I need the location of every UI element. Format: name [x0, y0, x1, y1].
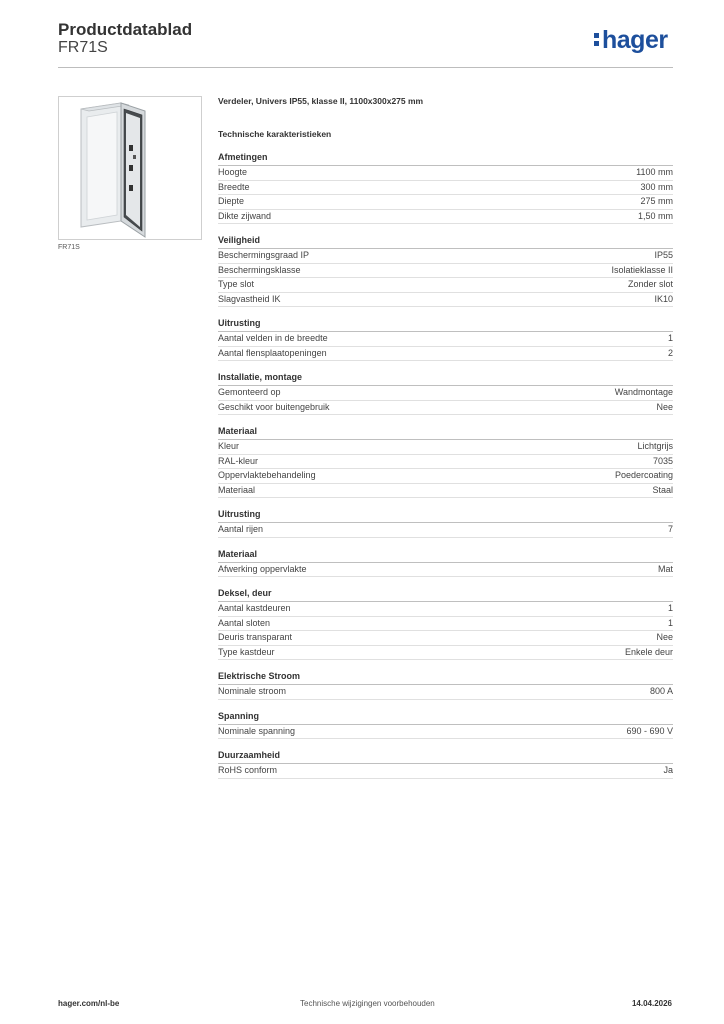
- spec-row: [218, 646, 673, 661]
- spec-row: [218, 523, 673, 538]
- spec-sections: [218, 151, 673, 779]
- spec-value: 690 - 690 V: [626, 725, 673, 736]
- spec-label: RAL-kleur: [218, 455, 259, 466]
- spec-label: Deuris transparant: [218, 632, 293, 642]
- spec-row: [218, 455, 673, 470]
- spec-value: 1100 mm: [636, 167, 673, 177]
- footer-disclaimer: Technische wijzigingen voorbehouden: [300, 999, 435, 1008]
- spec-value: Nee: [656, 632, 673, 642]
- spec-label: Slagvastheid IK: [218, 293, 281, 304]
- spec-row: [218, 725, 673, 740]
- spec-label: Aantal sloten: [218, 617, 271, 628]
- spec-value: 1: [667, 617, 673, 628]
- spec-label: Aantal flensplaatopeningen: [218, 347, 327, 358]
- spec-section: [218, 425, 673, 498]
- spec-value: Staal: [652, 484, 673, 495]
- spec-label: Dikte zijwand: [218, 210, 272, 221]
- spec-section: [218, 587, 673, 660]
- spec-label: Hoogte: [218, 167, 248, 177]
- spec-label: Gemonteerd op: [218, 387, 281, 397]
- product-image: [58, 96, 202, 240]
- spec-row: [218, 166, 673, 181]
- spec-label: Type kastdeur: [218, 646, 275, 657]
- section-title: Spanning: [218, 710, 673, 725]
- spec-value: Lichtgrijs: [637, 441, 673, 451]
- spec-value: 275 mm: [640, 196, 673, 206]
- spec-row: [218, 764, 673, 779]
- spec-row: [218, 347, 673, 362]
- spec-section: [218, 548, 673, 578]
- spec-value: 7035: [652, 455, 673, 466]
- section-title: Uitrusting: [218, 317, 673, 332]
- tech-heading: Technische karakteristieken: [218, 129, 332, 139]
- section-title: Duurzaamheid: [218, 749, 673, 764]
- spec-row: [218, 617, 673, 632]
- spec-value: 1: [667, 333, 673, 343]
- spec-section: [218, 371, 673, 415]
- spec-row: [218, 602, 673, 617]
- spec-label: Beschermingsklasse: [218, 264, 301, 275]
- spec-row: [218, 401, 673, 416]
- spec-value: Poedercoating: [614, 470, 673, 480]
- spec-value: 2: [667, 347, 673, 358]
- spec-value: Ja: [663, 765, 673, 775]
- spec-section: [218, 508, 673, 538]
- spec-label: Breedte: [218, 181, 250, 192]
- spec-value: Nee: [656, 401, 673, 412]
- spec-row: [218, 440, 673, 455]
- spec-value: 7: [667, 524, 673, 534]
- spec-row: [218, 332, 673, 347]
- spec-label: Nominale stroom: [218, 686, 287, 696]
- spec-row: [218, 181, 673, 196]
- product-code: FR71S: [58, 39, 108, 56]
- spec-label: Diepte: [218, 196, 245, 206]
- spec-value: 800 A: [649, 686, 673, 696]
- spec-label: Oppervlaktebehandeling: [218, 470, 316, 480]
- spec-label: Nominale spanning: [218, 725, 296, 736]
- section-title: Veiligheid: [218, 234, 673, 249]
- section-title: Installatie, montage: [218, 371, 673, 386]
- section-title: Deksel, deur: [218, 587, 673, 602]
- spec-value: Wandmontage: [614, 387, 673, 397]
- spec-section: [218, 670, 673, 700]
- spec-label: Aantal rijen: [218, 524, 264, 534]
- hager-logo[interactable]: [594, 26, 668, 55]
- section-title: Uitrusting: [218, 508, 673, 523]
- spec-section: [218, 151, 673, 224]
- spec-row: [218, 563, 673, 578]
- spec-value: IP55: [654, 250, 673, 260]
- spec-row: [218, 631, 673, 646]
- spec-row: [218, 210, 673, 225]
- spec-label: Geschikt voor buitengebruik: [218, 401, 330, 412]
- spec-label: Materiaal: [218, 484, 256, 495]
- header-divider: [58, 67, 673, 68]
- spec-label: Aantal kastdeuren: [218, 603, 291, 613]
- spec-value: Mat: [657, 563, 673, 574]
- section-title: Elektrische Stroom: [218, 670, 673, 685]
- section-title: Materiaal: [218, 425, 673, 440]
- spec-label: Kleur: [218, 441, 240, 451]
- product-description: Verdeler, Univers IP55, klasse II, 1100x300x275 mm: [218, 96, 424, 106]
- spec-label: RoHS conform: [218, 765, 278, 775]
- spec-label: Afwerking oppervlakte: [218, 563, 307, 574]
- spec-row: [218, 195, 673, 210]
- footer-website-link[interactable]: hager.com/nl-be: [58, 999, 120, 1008]
- spec-value: Enkele deur: [624, 646, 673, 657]
- spec-row: [218, 293, 673, 308]
- cabinet-illustration: [59, 97, 201, 239]
- spec-section: [218, 317, 673, 361]
- spec-value: Zonder slot: [627, 279, 673, 289]
- spec-label: Type slot: [218, 279, 255, 289]
- section-title: Afmetingen: [218, 151, 673, 166]
- spec-section: [218, 234, 673, 307]
- page-title: Productdatablad: [58, 20, 193, 39]
- spec-value: Isolatieklasse II: [611, 264, 673, 275]
- spec-section: [218, 710, 673, 740]
- spec-label: Aantal velden in de breedte: [218, 333, 328, 343]
- spec-row: [218, 469, 673, 484]
- spec-content: [218, 95, 673, 789]
- section-title: Materiaal: [218, 548, 673, 563]
- spec-section: [218, 749, 673, 779]
- spec-value: IK10: [654, 293, 673, 304]
- image-caption: FR71S: [58, 244, 80, 251]
- spec-value: 1: [667, 603, 673, 613]
- footer-date: 14.04.2026: [631, 999, 672, 1008]
- spec-label: Beschermingsgraad IP: [218, 250, 310, 260]
- spec-row: [218, 484, 673, 499]
- logo-dots-icon: [594, 30, 600, 49]
- spec-row: [218, 386, 673, 401]
- spec-value: 300 mm: [640, 181, 673, 192]
- spec-row: [218, 249, 673, 264]
- spec-row: [218, 685, 673, 700]
- spec-row: [218, 278, 673, 293]
- spec-value: 1,50 mm: [637, 210, 673, 221]
- logo-text: hager: [602, 26, 668, 54]
- spec-row: [218, 264, 673, 279]
